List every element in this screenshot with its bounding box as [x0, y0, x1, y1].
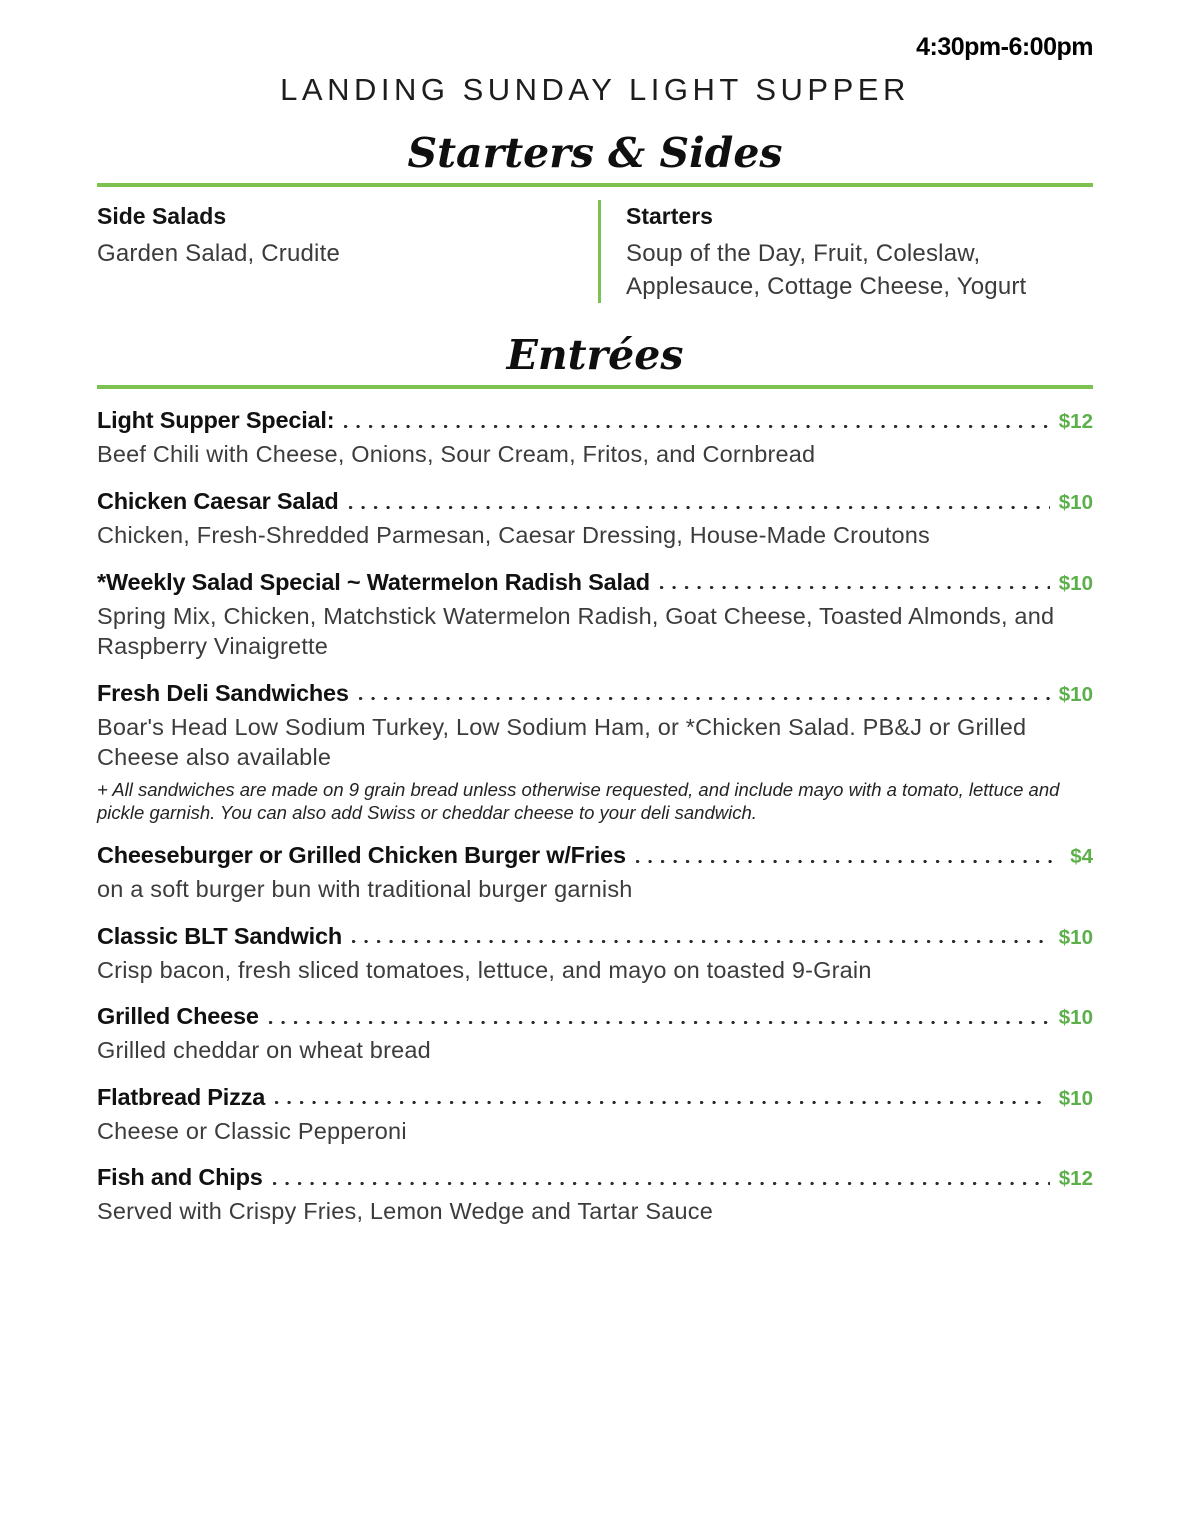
dot-leader	[359, 697, 1050, 700]
section-divider-rule	[97, 385, 1093, 389]
item-row	[97, 405, 1093, 437]
item-description: Boar's Head Low Sodium Turkey, Low Sodium Ham, or *Chicken Salad. PB&J or Grilled Cheese also available	[97, 713, 1027, 771]
menu-item-weekly-salad-special	[97, 567, 1093, 662]
item-name: *Weekly Salad Special ~ Watermelon Radish Salad	[97, 568, 650, 595]
item-row	[97, 840, 1093, 872]
dot-leader	[352, 940, 1050, 943]
dot-leader	[273, 1182, 1050, 1185]
item-price: $12	[1058, 410, 1093, 434]
side-salads-column	[97, 200, 598, 303]
dot-leader	[660, 586, 1050, 589]
item-row	[97, 486, 1093, 518]
item-description: Chicken, Fresh-Shredded Parmesan, Caesar Dressing, House-Made Croutons	[97, 521, 930, 548]
starters-sides-heading: Starters & Sides	[407, 129, 783, 178]
item-name: Fresh Deli Sandwiches	[97, 679, 349, 706]
item-name: Classic BLT Sandwich	[97, 922, 342, 949]
dot-leader	[269, 1021, 1050, 1024]
starters-sides-columns	[97, 200, 1093, 303]
page-title: LANDING SUNDAY LIGHT SUPPER	[280, 71, 910, 107]
item-description: on a soft burger bun with traditional burger garnish	[97, 875, 633, 902]
entrees-list	[97, 405, 1093, 1226]
item-name: Grilled Cheese	[97, 1003, 259, 1030]
item-row	[97, 921, 1093, 953]
side-salads-title: Side Salads	[97, 203, 227, 230]
menu-item-flatbread-pizza	[97, 1082, 1093, 1147]
item-description: Spring Mix, Chicken, Matchstick Watermelon Radish, Goat Cheese, Toasted Almonds, and Raspberry Vinaigrette	[97, 602, 1055, 660]
dot-leader	[344, 425, 1049, 428]
item-description: Grilled cheddar on wheat bread	[97, 1037, 431, 1064]
starters-column	[601, 200, 1093, 303]
item-description: Served with Crispy Fries, Lemon Wedge and Tartar Sauce	[97, 1198, 713, 1225]
side-salads-items: Garden Salad, Crudite	[97, 240, 341, 268]
item-row	[97, 1001, 1093, 1033]
item-name: Flatbread Pizza	[97, 1083, 266, 1110]
menu-item-classic-blt	[97, 921, 1093, 986]
item-description: Crisp bacon, fresh sliced tomatoes, lettuce, and mayo on toasted 9-Grain	[97, 956, 872, 983]
item-name: Light Supper Special:	[97, 407, 335, 434]
dot-leader	[349, 506, 1050, 509]
dot-leader	[275, 1101, 1050, 1104]
item-price: $10	[1058, 1006, 1093, 1030]
menu-item-fresh-deli-sandwiches	[97, 678, 1093, 824]
service-time-range: 4:30pm-6:00pm	[916, 33, 1093, 61]
item-description: Beef Chili with Cheese, Onions, Sour Cream, Fritos, and Cornbread	[97, 441, 816, 468]
item-fine-print-note: + All sandwiches are made on 9 grain bread unless otherwise requested, and include mayo with a tomato, lettuce and pickle garnish. You can also add Swiss or cheddar cheese to your deli sandwich.	[97, 778, 1060, 823]
item-row	[97, 678, 1093, 710]
item-price: $10	[1058, 571, 1093, 595]
item-price: $10	[1058, 1086, 1093, 1110]
menu-item-cheeseburger	[97, 840, 1093, 905]
entrees-heading: Entrées	[506, 331, 684, 380]
item-name: Chicken Caesar Salad	[97, 487, 339, 514]
item-name: Fish and Chips	[97, 1164, 263, 1191]
item-price: $10	[1058, 490, 1093, 514]
item-price: $12	[1058, 1167, 1093, 1191]
section-divider-rule	[97, 183, 1093, 187]
item-name: Cheeseburger or Grilled Chicken Burger w/Fries	[97, 841, 626, 868]
item-price: $4	[1070, 844, 1093, 868]
menu-item-chicken-caesar-salad	[97, 486, 1093, 551]
item-row	[97, 567, 1093, 599]
item-row	[97, 1082, 1093, 1114]
item-price: $10	[1058, 682, 1093, 706]
menu-item-light-supper-special	[97, 405, 1093, 470]
item-description: Cheese or Classic Pepperoni	[97, 1117, 407, 1144]
starters-title: Starters	[626, 203, 713, 230]
menu-item-grilled-cheese	[97, 1001, 1093, 1066]
starters-items: Soup of the Day, Fruit, Coleslaw, Applesauce, Cottage Cheese, Yogurt	[626, 240, 1027, 301]
dot-leader	[636, 860, 1061, 863]
item-price: $10	[1058, 925, 1093, 949]
menu-item-fish-and-chips	[97, 1162, 1093, 1227]
item-row	[97, 1162, 1093, 1194]
